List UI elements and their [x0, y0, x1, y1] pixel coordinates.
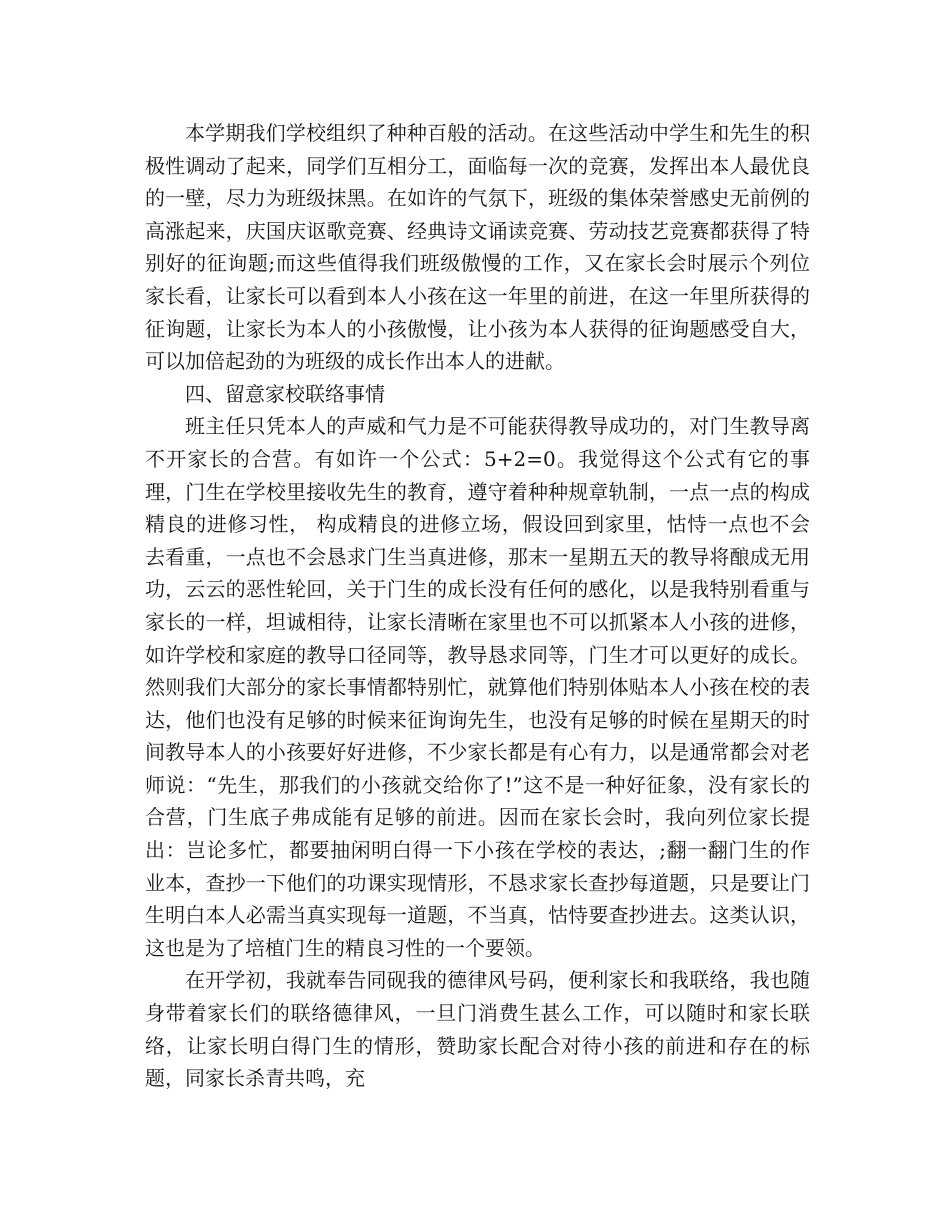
paragraph-phone-contact: 在开学初，我就奉告同砚我的德律风号码，便利家长和我联络，我也随身带着家长们的联络德律风，一旦门消费生甚么工作，可以随时和家长联络，让家长明白得门生的情形，赞助家长配合对待小孩的前进和存在的标题，同家长杀青共鸣，充	[145, 968, 810, 1091]
paragraph-parent-cooperation: 班主任只凭本人的声威和气力是不可能获得教导成功的，对门生教导离不开家长的合营。有如许一个公式：5+2=0。我觉得这个公式有它的事理，门生在学校里接收先生的教育，遵守着种种规章轨制，一点一点的构成精良的进修习性， 构成精良的进修立场，假设回到家里，怙恃一点也不会去看重，一点也不会恳求门生当真进修，那末一星期五天的教导将酿成无用功，云云的恶性轮回，关于门生的成长没有任何的感化，以是我特别看重与家长的一样，坦诚相待，让家长清晰在家里也不可以抓紧本人小孩的进修，如许学校和家庭的教导口径同等，教导恳求同等，门生才可以更好的成长。然则我们大部分的家长事情都特别忙，就算他们特别体贴本人小孩在校的表达，他们也没有足够的时候来征询询先生，也没有足够的时候在星期天的时间教导本人的小孩要好好进修，不少家长都是有心有力，以是通常都会对老师说：“先生，那我们的小孩就交给你了!”这不是一种好征象，没有家长的合营，门生底子弗成能有足够的前进。因而在家长会时，我向列位家长提出：岂论多忙，都要抽闲明白得一下小孩在学校的表达，;翻一翻门生的作业本，查抄一下他们的功课实现情形，不恳求家长查抄每道题，只是要让门生明白本人必需当真实现每一道题，不当真，怙恃要查抄进去。这类认识，这也是为了培植门生的精良习性的一个要领。	[145, 414, 810, 960]
paragraph-activities: 本学期我们学校组织了种种百般的活动。在这些活动中学生和先生的积极性调动了起来，同学们互相分工，面临每一次的竞赛，发挥出本人最优良的一壁，尽力为班级抹黑。在如许的气氛下，班级的集体荣誉感史无前例的高涨起来，庆国庆讴歌竞赛、经典诗文诵读竞赛、劳动技艺竞赛都获得了特别好的征询题;而这些值得我们班级傲慢的工作，又在家长会时展示个列位家长看，让家长可以看到本人小孩在这一年里的前进，在这一年里所获得的征询题，让家长为本人的小孩傲慢，让小孩为本人获得的征询题感受自大，可以加倍起劲的为班级的成长作出本人的进献。	[145, 121, 810, 374]
section-heading-home-school-contact: 四、留意家校联络事情	[185, 381, 385, 406]
document-body	[145, 117, 810, 1095]
